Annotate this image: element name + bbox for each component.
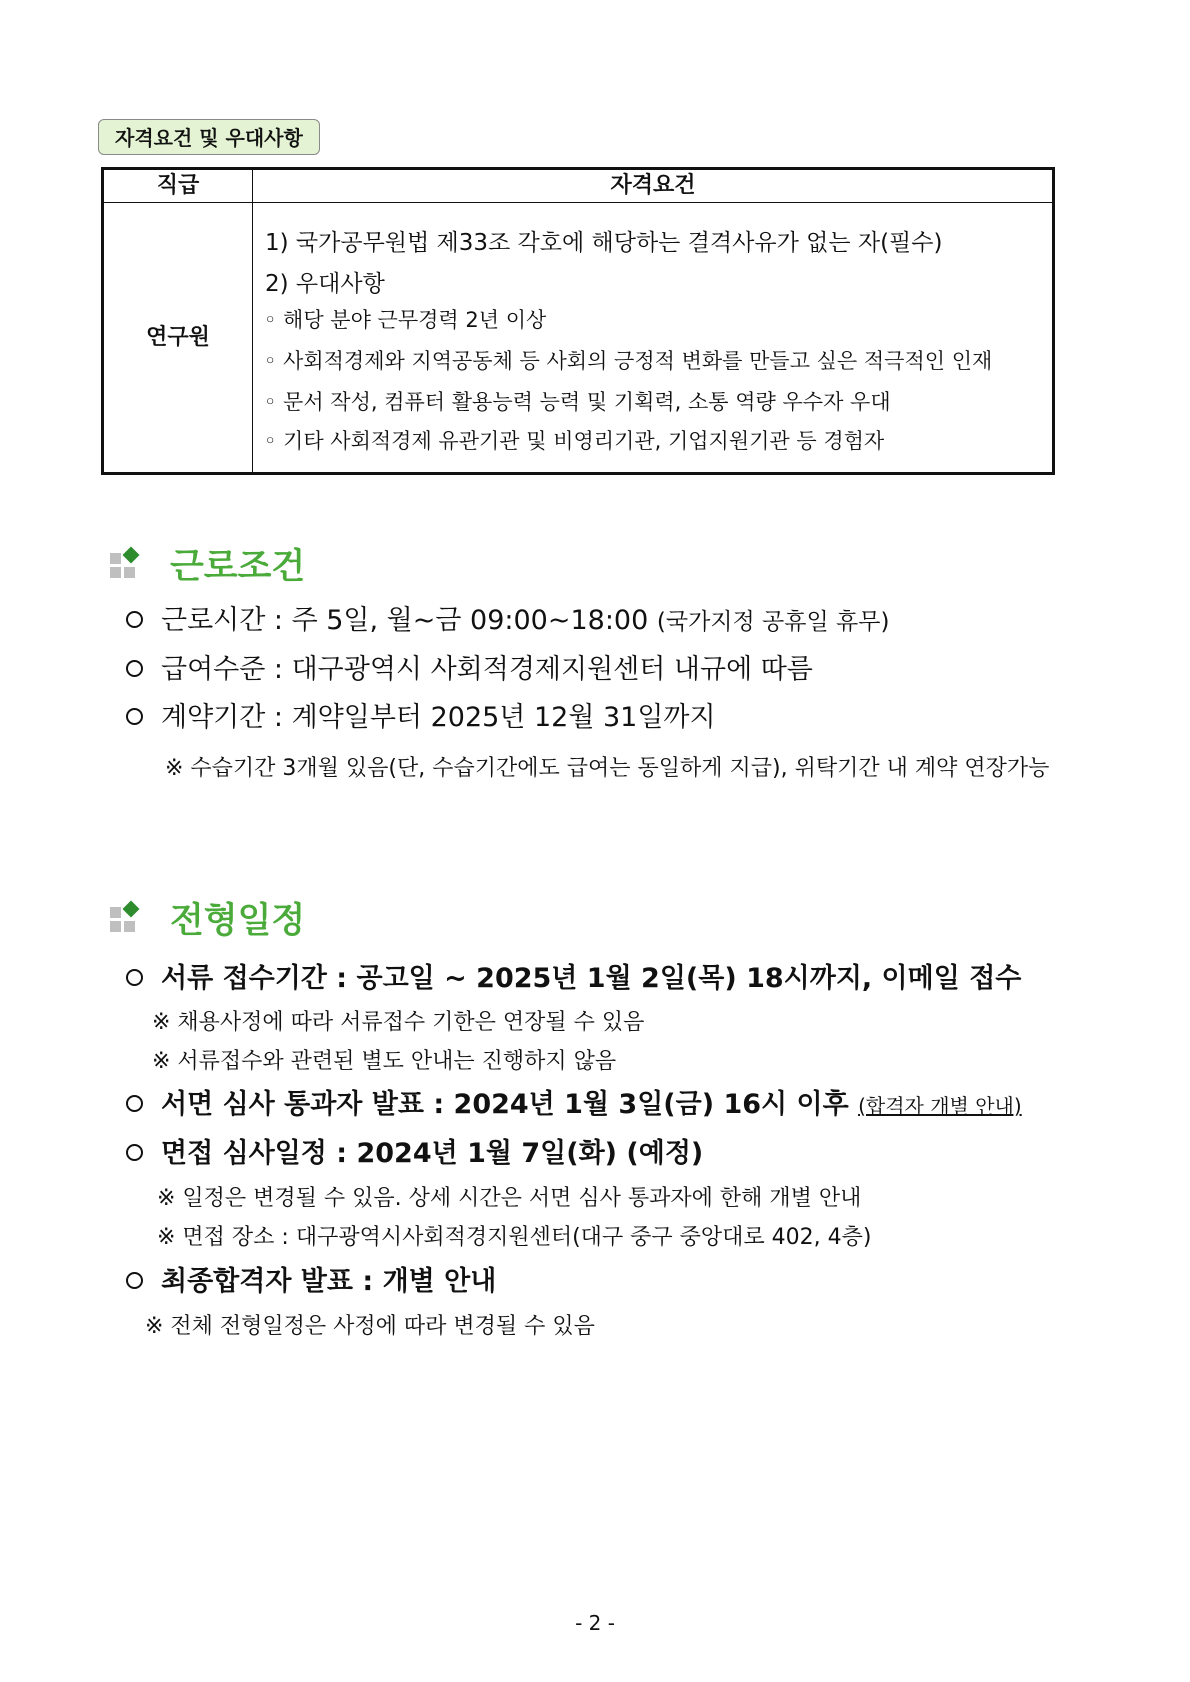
working-hours-text: 근로시간 : 주 5일, 월~금 09:00~18:00 [161, 605, 649, 636]
requirement-item-1: 1) 국가공무원법 제33조 각호에 해당하는 결격사유가 없는 자(필수) [265, 230, 943, 256]
page-number: - 2 - [575, 1611, 615, 1635]
section-bullet-icon [108, 905, 140, 937]
document-note: ※ 서류접수와 관련된 별도 안내는 진행하지 않음 [152, 1049, 617, 1074]
table-column-divider [252, 170, 253, 472]
document-submission-row [126, 962, 1021, 996]
written-review-text: 서면 심사 통과자 발표 : 2024년 1월 3일(금) 16시 이후 [161, 1089, 849, 1120]
circle-bullet-icon [126, 611, 143, 628]
final-announcement-row [126, 1265, 496, 1299]
document-note: ※ 채용사정에 따라 서류접수 기한은 연장될 수 있음 [152, 1010, 645, 1035]
section-title: 전형일정 [170, 901, 306, 941]
salary-row [126, 653, 813, 687]
written-review-note: (합격자 개별 안내) [858, 1094, 1022, 1118]
circle-bullet-icon [126, 969, 143, 986]
header-rank: 직급 [156, 173, 200, 198]
interview-note: ※ 일정은 변경될 수 있음. 상세 시간은 서면 심사 통과자에 한해 개별 안내 [157, 1186, 862, 1211]
circle-bullet-icon [126, 1272, 143, 1289]
final-note: ※ 전체 전형일정은 사정에 따라 변경될 수 있음 [145, 1314, 595, 1339]
contract-text: 계약기간 : 계약일부터 2025년 12월 31일까지 [161, 702, 716, 733]
preference-item: ◦ 기타 사회적경제 유관기관 및 비영리기관, 기업지원기관 등 경험자 [264, 429, 885, 453]
salary-text: 급여수준 : 대구광역시 사회적경제지원센터 내규에 따름 [161, 654, 813, 685]
probation-note: ※ 수습기간 3개월 있음(단, 수습기간에도 급여는 동일하게 지급), 위탁기간 내 계약 연장가능 [165, 756, 1050, 781]
working-hours-note: (국가지정 공휴일 휴무) [656, 609, 890, 635]
section-badge-qualifications: 자격요건 및 우대사항 [98, 119, 320, 155]
document-submission-text: 서류 접수기간 : 공고일 ~ 2025년 1월 2일(목) 18시까지, 이메일 접수 [161, 963, 1022, 994]
interview-row [126, 1137, 703, 1171]
requirement-item-2: 2) 우대사항 [265, 271, 385, 297]
interview-text: 면접 심사일정 : 2024년 1월 7일(화) (예정) [161, 1138, 704, 1169]
circle-bullet-icon [126, 1144, 143, 1161]
header-requirements: 자격요건 [610, 173, 696, 198]
circle-bullet-icon [126, 708, 143, 725]
written-review-row [126, 1088, 1022, 1123]
final-announcement-text: 최종합격자 발표 : 개별 안내 [161, 1266, 497, 1297]
preference-item: ◦ 해당 분야 근무경력 2년 이상 [264, 308, 547, 332]
circle-bullet-icon [126, 660, 143, 677]
qualifications-table [101, 167, 1055, 475]
rank-cell: 연구원 [146, 325, 210, 350]
section-title: 근로조건 [170, 547, 306, 587]
section-bullet-icon [108, 551, 140, 583]
circle-bullet-icon [126, 1095, 143, 1112]
working-hours-row [126, 604, 889, 639]
contract-row [126, 701, 716, 735]
preference-item: ◦ 문서 작성, 컴퓨터 활용능력 능력 및 기획력, 소통 역량 우수자 우대 [264, 390, 891, 414]
preference-item: ◦ 사회적경제와 지역공동체 등 사회의 긍정적 변화를 만들고 싶은 적극적인 인재 [264, 349, 993, 373]
interview-note: ※ 면접 장소 : 대구광역시사회적경지원센터(대구 중구 중앙대로 402, 4층) [157, 1225, 872, 1250]
